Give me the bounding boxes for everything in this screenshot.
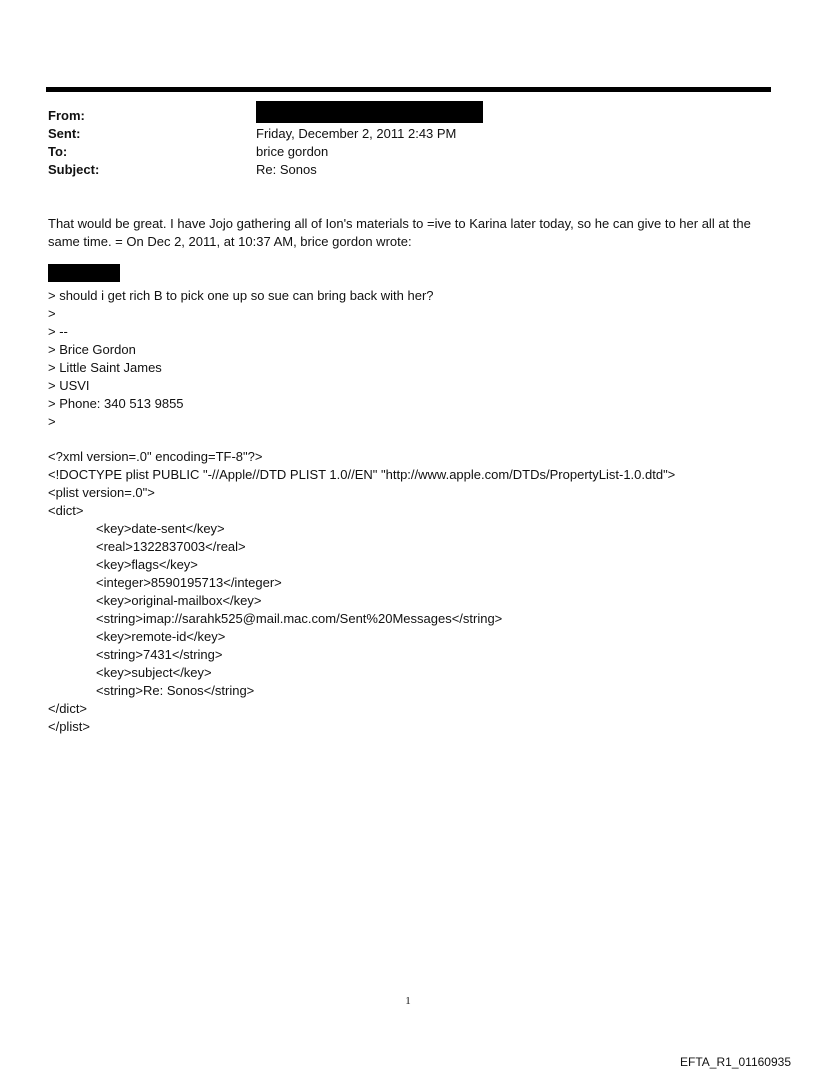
quoted-line: > -- [48, 324, 68, 339]
plist-line: <!DOCTYPE plist PUBLIC "-//Apple//DTD PLIST 1.0//EN" "http://www.apple.com/DTDs/PropertyList-1.0.dtd"> [48, 467, 676, 482]
quoted-line: > Little Saint James [48, 360, 162, 375]
sent-label: Sent: [48, 126, 81, 141]
quoted-line: > Phone: 340 513 9855 [48, 396, 184, 411]
plist-inner-line: <key>original-mailbox</key> [96, 593, 262, 608]
plist-inner-line: <string>Re: Sonos</string> [96, 683, 255, 698]
quoted-line: > Brice Gordon [48, 342, 136, 357]
page-number: 1 [405, 995, 411, 1007]
plist-inner-line: <key>flags</key> [96, 557, 198, 572]
plist-inner-line: <key>subject</key> [96, 665, 212, 680]
plist-close-line: </plist> [48, 719, 90, 734]
plist-close-line: </dict> [48, 701, 88, 716]
plist-line: <dict> [48, 503, 84, 518]
subject-label: Subject: [48, 162, 100, 177]
to-value: brice gordon [256, 144, 329, 159]
bates-number: EFTA_R1_01160935 [680, 1055, 791, 1069]
subject-value: Re: Sonos [256, 162, 317, 177]
plist-inner-line: <real>1322837003</real> [96, 539, 246, 554]
plist-inner-line: <key>date-sent</key> [96, 521, 225, 536]
to-row [48, 143, 748, 161]
quoted-line: > USVI [48, 378, 90, 393]
quoted-line: > should i get rich B to pick one up so sue can bring back with her? [48, 288, 434, 303]
redacted-from-value [256, 101, 483, 123]
plist-inner-line: <string>7431</string> [96, 647, 223, 662]
plist-line: <plist version=.0"> [48, 485, 155, 500]
sent-value: Friday, December 2, 2011 2:43 PM [256, 126, 457, 141]
plist-inner-line: <key>remote-id</key> [96, 629, 226, 644]
body-paragraph: That would be great. I have Jojo gathering all of Ion's materials to =ive to Karina later today, so he can give to her all at the same time. = On Dec 2, 2011, at 10:37 AM, brice gordon wrote: [48, 216, 751, 249]
quoted-line: > [48, 306, 56, 321]
to-label: To: [48, 144, 68, 159]
plist-inner-line: <integer>8590195713</integer> [96, 575, 282, 590]
subject-row [48, 161, 748, 179]
redacted-quote-line [48, 264, 120, 282]
header-rule [46, 87, 771, 92]
sent-row [48, 125, 748, 143]
from-label: From: [48, 108, 85, 123]
plist-line: <?xml version=.0" encoding=TF-8"?> [48, 449, 263, 464]
plist-inner-line: <string>imap://sarahk525@mail.mac.com/Sent%20Messages</string> [96, 611, 503, 626]
quoted-line: > [48, 414, 56, 429]
